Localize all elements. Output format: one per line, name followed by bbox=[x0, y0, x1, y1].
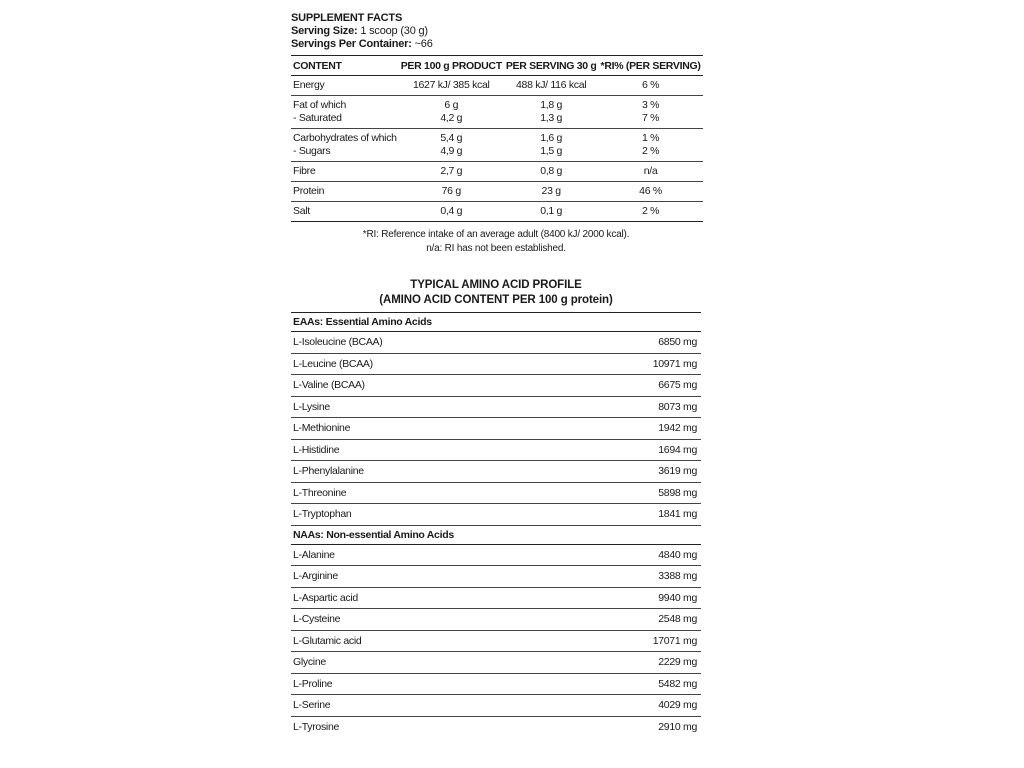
nutrition-row bbox=[291, 182, 703, 202]
amino-amount: 2910 mg bbox=[658, 720, 697, 733]
amino-row bbox=[291, 587, 701, 609]
servings-value: ~66 bbox=[414, 38, 433, 50]
per-serving-value bbox=[504, 76, 599, 96]
column-header: CONTENT bbox=[291, 56, 399, 76]
per-serving-value-line: 23 g bbox=[541, 185, 561, 197]
amino-name: L-Leucine (BCAA) bbox=[291, 353, 557, 375]
amino-row bbox=[291, 544, 701, 566]
nutrient-name-line: - Saturated bbox=[293, 112, 342, 124]
servings-label: Servings Per Container: bbox=[291, 38, 412, 50]
per-100g-value-line: 6 g bbox=[444, 99, 459, 111]
ri-percent-line: 3 % bbox=[641, 99, 660, 111]
amino-name: L-Histidine bbox=[291, 439, 557, 461]
amino-group-label: EAAs: Essential Amino Acids bbox=[291, 313, 701, 332]
amino-name: Glycine bbox=[291, 652, 557, 674]
amino-row bbox=[291, 461, 701, 483]
per-100g-value bbox=[399, 96, 504, 129]
ri-footnote bbox=[291, 228, 701, 256]
per-serving-value-line: 1,6 g bbox=[540, 132, 563, 144]
amino-amount: 2229 mg bbox=[557, 652, 701, 674]
amino-name: L-Cysteine bbox=[291, 609, 557, 631]
per-100g-value-line: 76 g bbox=[441, 185, 461, 197]
per-100g-value-line: 4,2 g bbox=[440, 112, 463, 124]
nutrition-row bbox=[291, 162, 703, 182]
servings-per-container bbox=[291, 38, 701, 51]
nutrient-name-line: Fat of which bbox=[293, 99, 347, 111]
amino-amount: 5898 mg bbox=[557, 482, 701, 504]
per-serving-value-line: 1,8 g bbox=[540, 99, 563, 111]
nutrition-table bbox=[291, 55, 703, 222]
ri-percent-line: 1 % bbox=[641, 132, 660, 144]
per-100g-value bbox=[399, 162, 504, 182]
per-serving-value-line: 0,8 g bbox=[540, 165, 563, 177]
nutrition-row bbox=[291, 202, 703, 222]
column-header: *RI% (PER SERVING) bbox=[599, 56, 703, 76]
nutrient-name-line: Protein bbox=[293, 185, 325, 197]
amino-amount: 10971 mg bbox=[557, 353, 701, 375]
nutrient-name-line: Salt bbox=[293, 205, 310, 217]
amino-amount: 9940 mg bbox=[557, 587, 701, 609]
amino-name: L-Lysine bbox=[291, 396, 557, 418]
amino-amount: 6675 mg bbox=[557, 375, 701, 397]
amino-name: L-Proline bbox=[291, 673, 557, 695]
amino-amount: 1841 mg bbox=[557, 504, 701, 526]
ri-percent-line: 2 % bbox=[641, 145, 660, 157]
nutrient-name bbox=[291, 96, 399, 129]
amino-name: L-Tyrosine bbox=[293, 720, 340, 733]
serving-size-label: Serving Size: bbox=[291, 25, 358, 37]
amino-name: L-Tryptophan bbox=[291, 504, 557, 526]
amino-amount: 8073 mg bbox=[557, 396, 701, 418]
amino-group-label: NAAs: Non-essential Amino Acids bbox=[291, 525, 701, 544]
nutrient-name bbox=[291, 202, 399, 222]
per-100g-value bbox=[399, 129, 504, 162]
amino-name: L-Serine bbox=[291, 695, 557, 717]
amino-amount: 6850 mg bbox=[557, 332, 701, 354]
amino-row bbox=[291, 418, 701, 440]
amino-profile-title bbox=[291, 278, 701, 308]
per-serving-value-line: 1,5 g bbox=[540, 145, 563, 157]
nutrient-name-line: Energy bbox=[293, 79, 325, 91]
amino-name: L-Phenylalanine bbox=[291, 461, 557, 483]
ri-percent bbox=[599, 76, 703, 96]
amino-name: L-Arginine bbox=[291, 566, 557, 588]
per-serving-value-line: 0,1 g bbox=[540, 205, 563, 217]
nutrient-name bbox=[291, 76, 399, 96]
amino-title-line-2: (AMINO ACID CONTENT PER 100 g protein) bbox=[379, 294, 613, 306]
amino-amount: 17071 mg bbox=[557, 630, 701, 652]
per-serving-value bbox=[504, 96, 599, 129]
amino-row bbox=[291, 566, 701, 588]
column-header: PER 100 g PRODUCT bbox=[399, 56, 504, 76]
amino-name: L-Alanine bbox=[291, 544, 557, 566]
ri-percent bbox=[599, 182, 703, 202]
amino-row bbox=[291, 695, 701, 717]
amino-amount: 4840 mg bbox=[557, 544, 701, 566]
amino-row bbox=[291, 439, 701, 461]
serving-size-value: 1 scoop (30 g) bbox=[360, 25, 428, 37]
amino-name: L-Methionine bbox=[291, 418, 557, 440]
nutrient-name-line: - Sugars bbox=[293, 145, 331, 157]
amino-row bbox=[291, 673, 701, 695]
amino-group-header bbox=[291, 313, 701, 332]
amino-name: L-Aspartic acid bbox=[291, 587, 557, 609]
amino-title-line-1: TYPICAL AMINO ACID PROFILE bbox=[410, 279, 582, 291]
nutrient-name-line: Carbohydrates of which bbox=[293, 132, 397, 144]
amino-row bbox=[291, 353, 701, 375]
amino-amount: 1694 mg bbox=[557, 439, 701, 461]
per-100g-value-line: 4,9 g bbox=[440, 145, 463, 157]
ri-percent-line: n/a bbox=[643, 165, 658, 177]
per-100g-value bbox=[399, 202, 504, 222]
footnote-ri: *RI: Reference intake of an average adult (8400 kJ/ 2000 kcal). bbox=[362, 229, 630, 240]
serving-size bbox=[291, 25, 701, 38]
amino-row bbox=[291, 482, 701, 504]
nutrient-name-line: Fibre bbox=[293, 165, 316, 177]
nutrition-row bbox=[291, 129, 703, 162]
amino-amount: 3619 mg bbox=[557, 461, 701, 483]
nutrient-name bbox=[291, 182, 399, 202]
amino-name: L-Glutamic acid bbox=[291, 630, 557, 652]
column-header: PER SERVING 30 g bbox=[504, 56, 599, 76]
amino-amount: 2548 mg bbox=[557, 609, 701, 631]
amino-acid-table bbox=[291, 312, 701, 737]
per-serving-value-line: 1,3 g bbox=[540, 112, 563, 124]
nutrient-name bbox=[291, 162, 399, 182]
ri-percent bbox=[599, 162, 703, 182]
nutrition-row bbox=[291, 76, 703, 96]
amino-amount: 4029 mg bbox=[557, 695, 701, 717]
per-100g-value bbox=[399, 76, 504, 96]
amino-row bbox=[291, 375, 701, 397]
per-serving-value bbox=[504, 182, 599, 202]
amino-row bbox=[291, 716, 701, 737]
footnote-na: n/a: RI has not been established. bbox=[426, 243, 566, 254]
amino-amount: 3388 mg bbox=[557, 566, 701, 588]
ri-percent-line: 7 % bbox=[641, 112, 660, 124]
amino-row bbox=[291, 396, 701, 418]
per-serving-value bbox=[504, 162, 599, 182]
ri-percent bbox=[599, 202, 703, 222]
per-100g-value bbox=[399, 182, 504, 202]
amino-row bbox=[291, 652, 701, 674]
per-100g-value-line: 5,4 g bbox=[440, 132, 463, 144]
per-100g-value-line: 0,4 g bbox=[440, 205, 463, 217]
label-title: SUPPLEMENT FACTS bbox=[291, 12, 403, 24]
amino-row bbox=[291, 609, 701, 631]
nutrition-row bbox=[291, 96, 703, 129]
per-serving-value bbox=[504, 202, 599, 222]
per-100g-value-line: 1627 kJ/ 385 kcal bbox=[412, 79, 490, 91]
ri-percent bbox=[599, 96, 703, 129]
amino-name: L-Isoleucine (BCAA) bbox=[291, 332, 557, 354]
amino-amount: 5482 mg bbox=[557, 673, 701, 695]
per-serving-value-line: 488 kJ/ 116 kcal bbox=[516, 79, 587, 91]
ri-percent-line: 6 % bbox=[641, 79, 660, 91]
amino-row bbox=[291, 332, 701, 354]
amino-name: L-Valine (BCAA) bbox=[291, 375, 557, 397]
amino-row bbox=[291, 504, 701, 526]
ri-percent-line: 46 % bbox=[639, 185, 662, 197]
ri-percent-line: 2 % bbox=[641, 205, 660, 217]
amino-group-header bbox=[291, 525, 701, 544]
amino-name: L-Threonine bbox=[291, 482, 557, 504]
per-100g-value-line: 2,7 g bbox=[440, 165, 463, 177]
nutrition-header-row bbox=[291, 56, 703, 76]
ri-percent bbox=[599, 129, 703, 162]
supplement-facts-label bbox=[291, 12, 701, 737]
per-serving-value bbox=[504, 129, 599, 162]
nutrient-name bbox=[291, 129, 399, 162]
amino-amount: 1942 mg bbox=[557, 418, 701, 440]
amino-row bbox=[291, 630, 701, 652]
